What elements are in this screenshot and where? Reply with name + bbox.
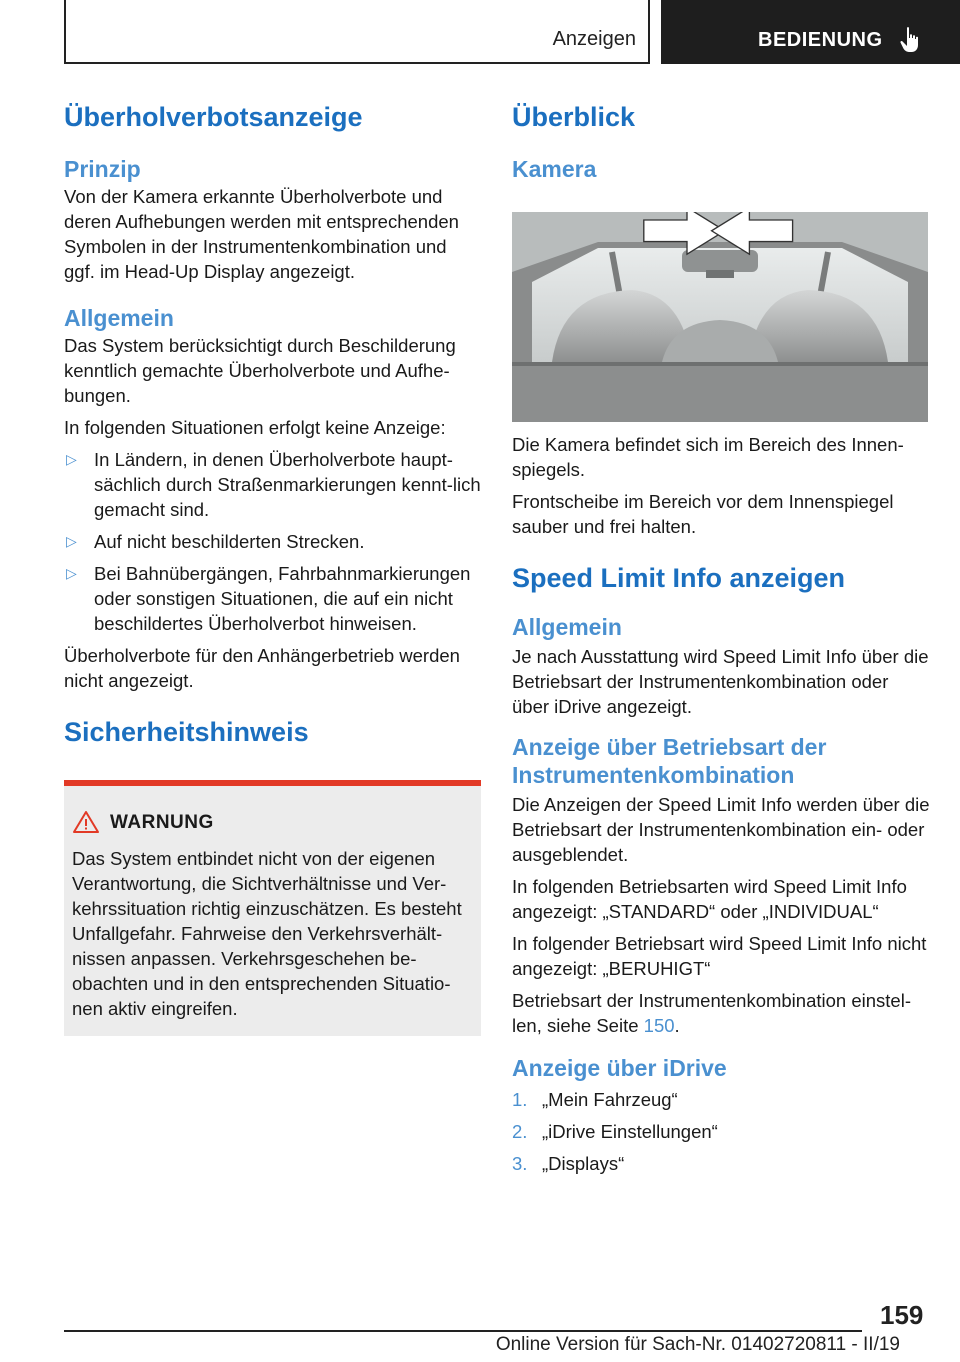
paragraph-speed-allgemein: Je nach Ausstattung wird Speed Limit Info über die Betriebsart der Instrumentenkombination oder über iDrive angezeigt. xyxy=(512,646,929,717)
footer-rule xyxy=(64,1330,862,1332)
right-column-lower xyxy=(512,432,930,1180)
paragraph-prinzip: Von der Kamera erkannte Überholverbote und deren Aufhebungen werden mit entsprechenden Symbolen in der Instrumentenkombination und ggf. im Head-Up Display angezeigt. xyxy=(64,186,459,282)
heading-betriebsart: Anzeige über Betriebsart der Instrumentenkombination xyxy=(512,734,827,788)
paragraph-allgemein-3: Überholverbote für den Anhängerbetrieb werden nicht angezeigt. xyxy=(64,645,460,691)
warning-text: Das System entbindet nicht von der eigenen Verantwortung, die Sichtverhältnisse und Ver-kehrssituation richtig einzuschätzen. Es besteht Unfallgefahr. Fahrweise den Verkehrsverhält-nissen anpassen. Verkehrsgeschehen be-obachten und in den entsprechenden Situatio-nen aktiv eingreifen. xyxy=(72,848,462,1019)
warning-triangle-icon xyxy=(72,810,100,834)
right-column xyxy=(512,100,930,183)
heading-allgemein: Allgemein xyxy=(64,305,174,331)
section-title-ueberblick: Überblick xyxy=(512,102,636,132)
paragraph-allgemein-2: In folgenden Situationen erfolgt keine Anzeige: xyxy=(64,417,446,438)
paragraph-betriebsart-4-end: . xyxy=(674,1015,680,1036)
warning-title: WARNUNG xyxy=(110,812,214,833)
list-item xyxy=(64,561,482,636)
camera-location-photo xyxy=(512,212,928,422)
paragraph-allgemein-1: Das System berücksichtigt durch Beschilderung kenntlich gemachte Überholverbote und Aufhe-bungen. xyxy=(64,335,456,406)
bullet-list-situations xyxy=(64,447,482,636)
header-rule-bottom xyxy=(64,62,650,64)
header-chapter-tab xyxy=(661,0,960,64)
step-number: 1. xyxy=(512,1089,528,1110)
list-item xyxy=(64,529,482,554)
list-item xyxy=(512,1116,930,1148)
heading-prinzip: Prinzip xyxy=(64,156,141,182)
heading-idrive: Anzeige über iDrive xyxy=(512,1055,727,1081)
list-item xyxy=(512,1084,930,1116)
header-rule-mid xyxy=(648,0,650,64)
page-number: 159 xyxy=(880,1300,924,1330)
warning-box xyxy=(64,780,481,1036)
header-rule-left xyxy=(64,0,66,64)
paragraph-kamera-2: Frontscheibe im Bereich vor dem Innenspiegel sauber und frei halten. xyxy=(512,491,894,537)
car-interior-illustration xyxy=(512,212,928,422)
list-item-text: Bei Bahnübergängen, Fahrbahnmarkierungen oder sonstigen Situationen, die auf ein nicht beschildertes Überholverbot hinweisen. xyxy=(94,563,471,634)
list-item xyxy=(64,447,482,522)
step-label: „iDrive Einstellungen“ xyxy=(542,1121,718,1142)
paragraph-betriebsart-2: In folgenden Betriebsarten wird Speed Limit Info angezeigt: „STANDARD“ oder „INDIVIDUAL“ xyxy=(512,876,907,922)
list-item-text: Auf nicht beschilderten Strecken. xyxy=(94,531,365,552)
step-number: 2. xyxy=(512,1121,528,1142)
step-label: „Mein Fahrzeug“ xyxy=(542,1089,678,1110)
paragraph-betriebsart-1: Die Anzeigen der Speed Limit Info werden über die Betriebsart der Instrumentenkombination ein- oder ausgeblendet. xyxy=(512,794,930,865)
step-label: „Displays“ xyxy=(542,1153,625,1174)
list-item xyxy=(512,1148,930,1180)
section-title-ueberholverbot: Überholverbotsanzeige xyxy=(64,102,363,132)
step-number: 3. xyxy=(512,1153,528,1174)
paragraph-betriebsart-4-text: Betriebsart der Instrumentenkombination einstel-len, siehe Seite xyxy=(512,990,911,1036)
header-chapter-label: BEDIENUNG xyxy=(758,29,883,51)
paragraph-kamera-1: Die Kamera befindet sich im Bereich des Innen-spiegels. xyxy=(512,434,904,480)
pointing-hand-icon xyxy=(898,26,922,54)
idrive-steps-list xyxy=(512,1084,930,1180)
left-column xyxy=(64,100,482,749)
paragraph-betriebsart-4 xyxy=(512,988,930,1038)
list-item-text: In Ländern, in denen Überholverbote haupt-sächlich durch Straßenmarkierungen kennt-lich gemacht sind. xyxy=(94,449,481,520)
triangle-bullet-icon: ▷ xyxy=(66,533,77,549)
section-title-speed-limit: Speed Limit Info anzeigen xyxy=(512,563,846,593)
page-reference-link[interactable]: 150 xyxy=(643,1015,675,1036)
header-section-title: Anzeigen xyxy=(552,28,636,50)
section-title-sicherheit: Sicherheitshinweis xyxy=(64,717,309,747)
footer-online-version: Online Version für Sach-Nr. 01402720811 - II/19 xyxy=(495,1334,900,1355)
triangle-bullet-icon: ▷ xyxy=(66,565,77,581)
triangle-bullet-icon: ▷ xyxy=(66,451,77,467)
paragraph-betriebsart-3: In folgender Betriebsart wird Speed Limit Info nicht angezeigt: „BERUHIGT“ xyxy=(512,933,927,979)
heading-speed-allgemein: Allgemein xyxy=(512,614,622,640)
heading-kamera: Kamera xyxy=(512,156,597,182)
